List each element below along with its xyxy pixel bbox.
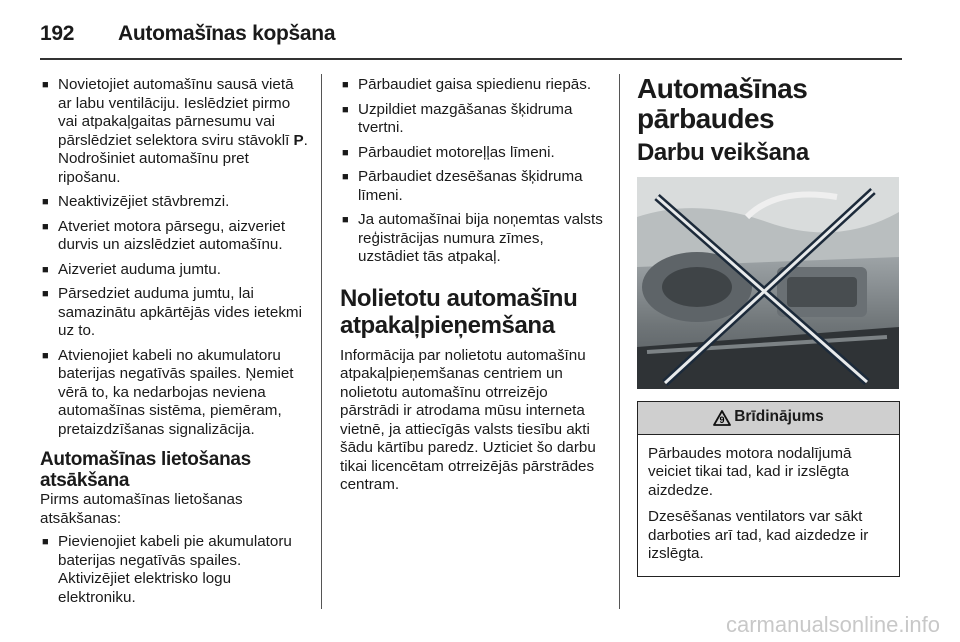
warning-triangle-icon: [713, 410, 731, 426]
restart-steps-list: [40, 533, 308, 607]
column-divider: [619, 74, 620, 609]
list-item: ■ Neaktivizējiet stāvbremzi.: [40, 193, 308, 212]
header-rule: [40, 58, 902, 60]
watermark-text: carmanualsonline.info: [725, 612, 940, 637]
engine-bay-illustration: [637, 177, 899, 389]
chapter-title: Automašīnas pārbaudes: [637, 73, 808, 134]
storage-steps-list: [40, 76, 308, 439]
section-heading-restart: Automašīnas lietošanas atsākšana: [40, 449, 251, 491]
list-item: ■ Uzpildiet mazgāšanas šķidruma tvertni.: [340, 101, 605, 138]
checks-list: [340, 76, 605, 267]
warning-text: Pārbaudes motora nodalījumā veiciet tikai tad, kad ir izslēgta aizdedze.: [648, 444, 852, 499]
page-header: [40, 22, 335, 46]
column-1: [40, 76, 308, 613]
list-item: ■ Pārbaudiet dzesēšanas šķidruma līmeni.: [340, 168, 605, 205]
warning-box: [637, 401, 900, 577]
warning-title: Brīdinājums: [734, 408, 824, 426]
column-3: [637, 74, 900, 577]
list-item: ■ Atvienojiet kabeli no akumulatoru baterijas negatīvās spailes. Ņemiet vērā to, ka nedarbojas neviena automašīnas sistēma, piemēram, pretaizdzīšanas signalizācija.: [40, 347, 308, 440]
list-item: ■ Pārbaudiet gaisa spiedienu riepās.: [340, 76, 605, 95]
column-divider: [321, 74, 322, 609]
list-item: ■ Ja automašīnai bija noņemtas valsts reģistrācijas numura zīmes, uzstādiet tās atpakaļ.: [340, 211, 605, 267]
section-heading-work: Darbu veikšana: [637, 139, 809, 166]
warning-body: [638, 435, 899, 576]
list-item: ■ Pārbaudiet motoreļļas līmeni.: [340, 144, 605, 163]
column-2: [340, 76, 605, 495]
page-number: 192: [40, 22, 75, 45]
list-item: ■ Pārsedziet auduma jumtu, lai samazinātu apkārtējās vides ietekmi uz to.: [40, 285, 308, 341]
list-item: ■ Novietojiet automašīnu sausā vietā ar labu ventilāciju. Ieslēdziet pirmo vai atpakaļgaitas pārnesumu vai pārslēdziet selektora sviru stāvoklī P. Nodrošiniet automašīnu pret ripošanu.: [40, 76, 308, 187]
section-heading-recycling: Nolietotu automašīnu atpakaļpieņemšana: [340, 284, 578, 339]
page-title: Automašīnas kopšana: [118, 22, 336, 45]
warning-header: [638, 402, 899, 435]
list-item: ■ Aizveriet auduma jumtu.: [40, 261, 308, 280]
list-item: ■ Atveriet motora pārsegu, aizveriet durvis un aizslēdziet automašīnu.: [40, 218, 308, 255]
recycling-paragraph: Informācija par nolietotu automašīnu atpakaļpieņemšanas centriem un nolietotu automašīnu otrreizējo pārstrādi ir atrodama mūsu interneta vietnē, ja attiecīgās valsts tiesību akti šādu kārtību paredz. Uzticiet šo darbu tikai licencētam otrreizējās pārstrādes centram.: [340, 346, 596, 493]
warning-text: Dzesēšanas ventilators var sākt darboties arī tad, kad aizdedze ir izslēgta.: [648, 508, 869, 562]
engine-bay-photo: [637, 177, 899, 389]
warning-icon-symbol: 9: [719, 414, 725, 425]
list-item: ■ Pievienojiet kabeli pie akumulatoru baterijas negatīvās spailes. Aktivizējiet elektrisko logu elektroniku.: [40, 533, 308, 607]
restart-intro: Pirms automašīnas lietošanas atsākšanas:: [40, 491, 243, 527]
